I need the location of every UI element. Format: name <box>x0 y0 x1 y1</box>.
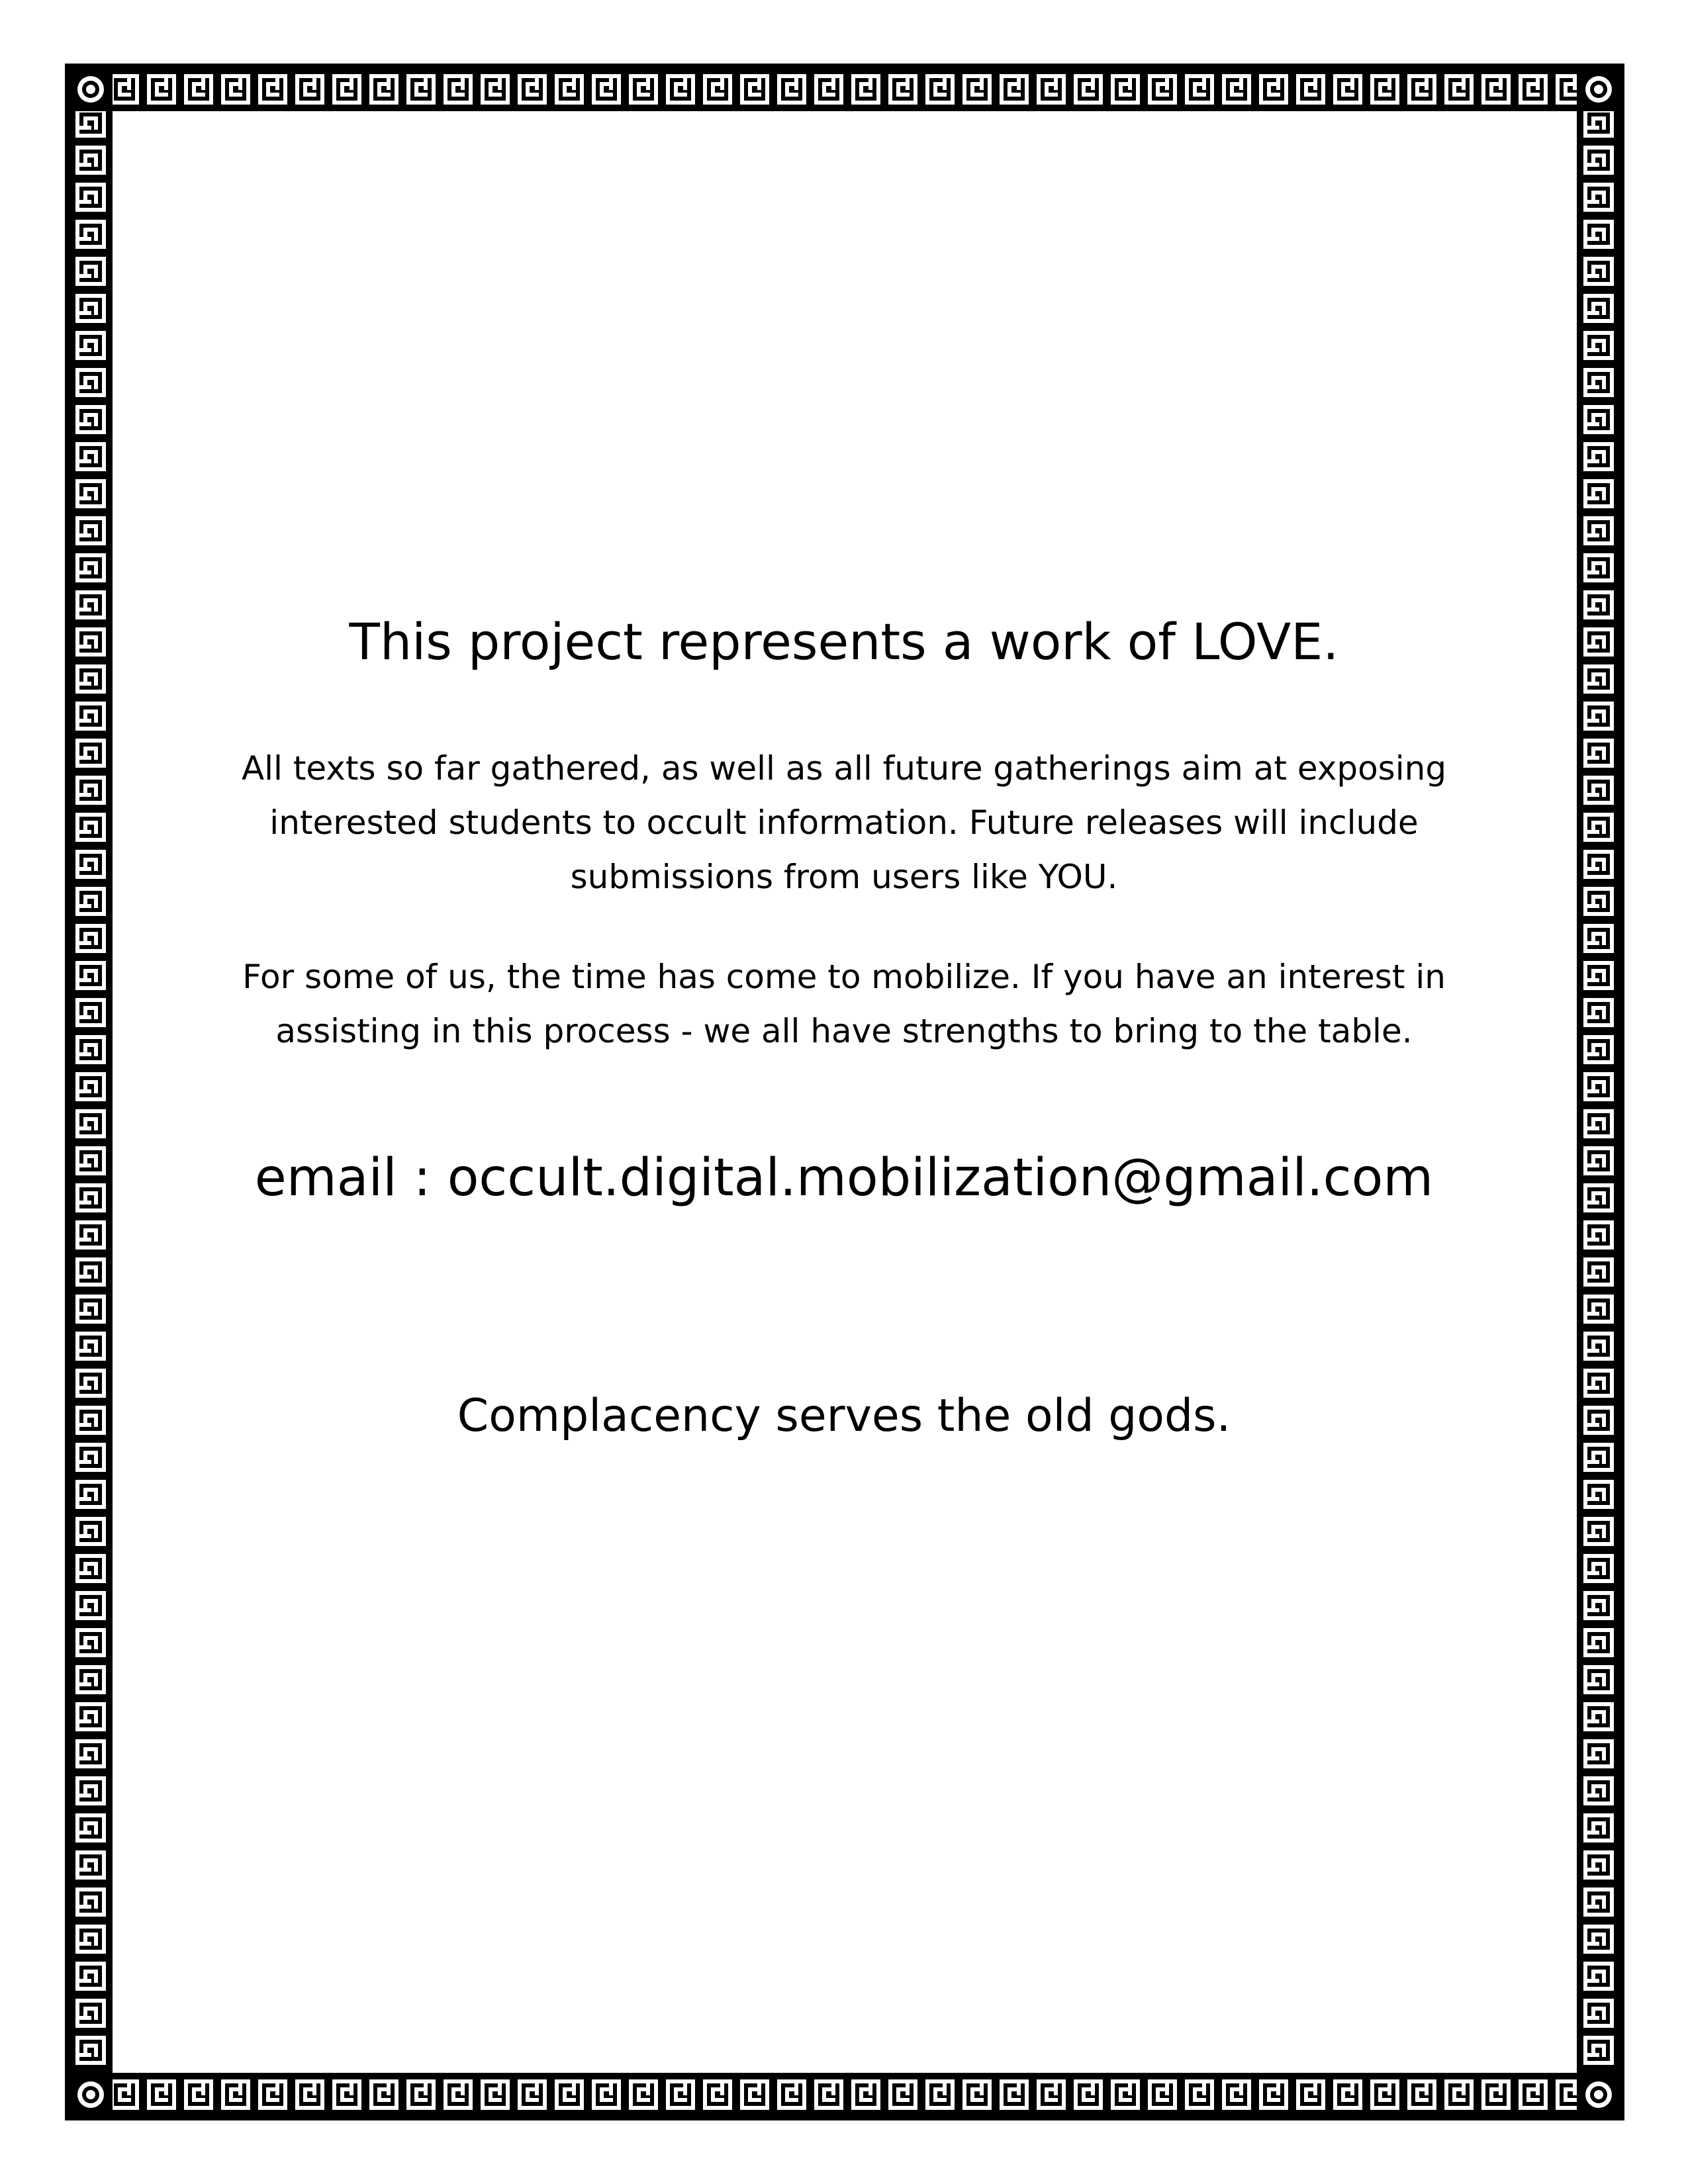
intro-line: All texts so far gathered, as well as all future gatherings aim at exposing <box>241 749 1447 788</box>
border-left <box>69 68 113 2116</box>
email-contact <box>199 1142 1489 1214</box>
page-title <box>199 609 1489 675</box>
border-right <box>1577 68 1620 2116</box>
title-text: This project represents a work of LOVE. <box>349 612 1339 671</box>
corner-circle-icon <box>69 2073 113 2116</box>
tagline-text: Complacency serves the old gods. <box>457 1390 1231 1442</box>
page-body <box>113 111 1577 2073</box>
corner-circle-icon <box>1577 68 1620 111</box>
mobilize-line: For some of us, the time has come to mobilize. If you have an interest in <box>242 958 1446 996</box>
intro-paragraph <box>199 741 1489 904</box>
greek-key-border <box>65 64 1624 2120</box>
email-text: email : occult.digital.mobilization@gmail.com <box>254 1148 1434 1208</box>
mobilize-paragraph <box>199 950 1489 1058</box>
mobilize-line: assisting in this process - we all have strengths to bring to the table. <box>275 1012 1413 1050</box>
intro-line: submissions from users like YOU. <box>570 858 1118 896</box>
corner-circle-icon <box>1577 2073 1620 2116</box>
tagline <box>199 1383 1489 1449</box>
corner-circle-icon <box>69 68 113 111</box>
border-bottom <box>69 2073 1620 2116</box>
border-top <box>69 68 1620 111</box>
intro-line: interested students to occult information. Future releases will include <box>269 803 1419 842</box>
